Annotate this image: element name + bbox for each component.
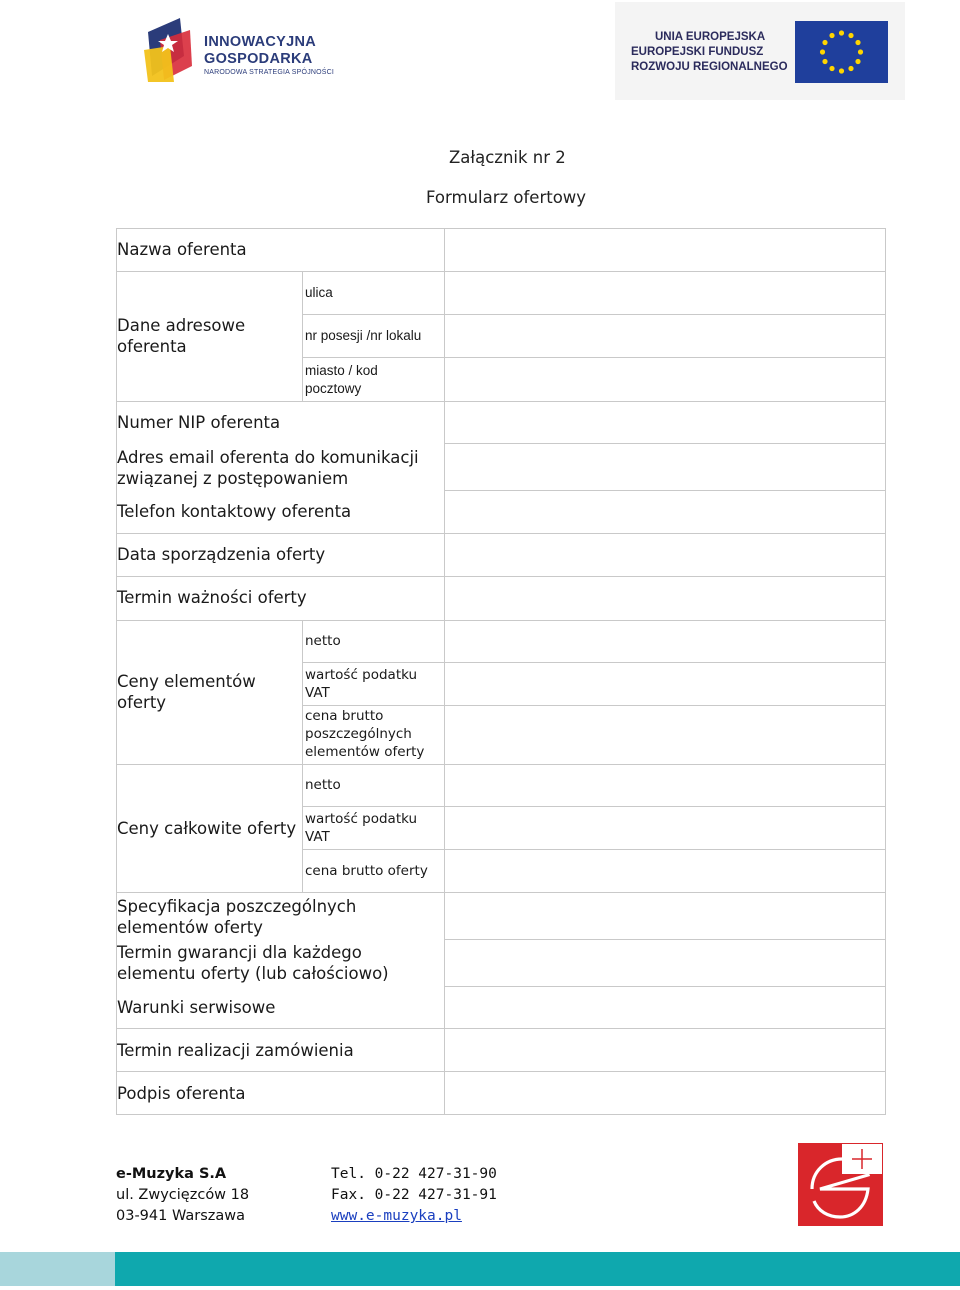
footer-fax: Fax. 0-22 427-31-91: [331, 1187, 497, 1203]
innovative-economy-emblem-icon: [140, 16, 196, 84]
label-delivery-term: Termin realizacji zamówienia: [117, 1041, 354, 1060]
logo-right-line3: ROZWOJU REGIONALNEGO: [631, 61, 788, 73]
value-total-vat[interactable]: [445, 807, 885, 849]
sublabel-element-vat-line2: VAT: [305, 685, 330, 701]
annex-number: Załącznik nr 2: [449, 148, 566, 167]
sublabel-element-net: netto: [305, 633, 341, 649]
footer-city: 03-941 Warszawa: [116, 1208, 246, 1224]
value-service-terms[interactable]: [445, 987, 885, 1028]
value-element-vat[interactable]: [445, 663, 885, 705]
sublabel-element-gross: [305, 707, 424, 761]
footer-website-link[interactable]: www.e-muzyka.pl: [331, 1208, 462, 1224]
value-delivery-term[interactable]: [445, 1029, 885, 1071]
label-warranty: [117, 942, 389, 984]
footer-company: e-Muzyka S.A: [116, 1166, 227, 1182]
value-bidder-name[interactable]: [445, 229, 885, 271]
table-border-bottom: [116, 1114, 886, 1115]
value-specification[interactable]: [445, 893, 885, 939]
value-total-gross[interactable]: [445, 850, 885, 892]
label-service-terms: Warunki serwisowe: [117, 998, 276, 1017]
sublabel-city-line1: miasto / kod: [305, 363, 378, 378]
label-address-line2: oferenta: [117, 337, 187, 356]
label-signature: Podpis oferenta: [117, 1084, 246, 1103]
value-phone[interactable]: [445, 491, 885, 533]
e-muzyka-logo: [798, 1143, 883, 1226]
footer-bar-teal: [115, 1252, 960, 1286]
value-warranty[interactable]: [445, 940, 885, 986]
label-warranty-line1: Termin gwarancji dla każdego: [117, 943, 362, 962]
label-address: [117, 315, 245, 357]
value-nip[interactable]: [445, 402, 885, 443]
label-bidder-name: Nazwa oferenta: [117, 240, 247, 259]
value-element-net[interactable]: [445, 621, 885, 662]
label-element-prices-line1: Ceny elementów: [117, 672, 256, 691]
value-city-postcode[interactable]: [445, 358, 885, 401]
logo-left-line2: GOSPODARKA: [204, 51, 313, 67]
sublabel-element-vat: [305, 666, 417, 702]
label-specification: [117, 896, 356, 938]
value-offer-date[interactable]: [445, 534, 885, 576]
label-specification-line1: Specyfikacja poszczególnych: [117, 897, 357, 916]
innovative-economy-logo: [140, 16, 370, 88]
sublabel-total-vat-line2: VAT: [305, 829, 330, 845]
label-offer-date: Data sporządzenia oferty: [117, 545, 326, 564]
sublabel-element-gross-line2: poszczególnych: [305, 726, 412, 742]
label-email-line2: związanej z postępowaniem: [117, 469, 349, 488]
footer-street: ul. Zwycięzców 18: [116, 1187, 250, 1203]
sublabel-element-gross-line3: elementów oferty: [305, 744, 425, 760]
total-prices-sublabel-divider: [302, 764, 303, 892]
sublabel-total-gross: cena brutto oferty: [305, 863, 428, 879]
value-total-net[interactable]: [445, 765, 885, 806]
sublabel-house-number: nr posesji /nr lokalu: [305, 328, 422, 343]
table-border-right: [885, 228, 886, 1115]
value-signature[interactable]: [445, 1072, 885, 1114]
logo-right-line2: EUROPEJSKI FUNDUSZ: [631, 46, 764, 58]
label-address-line1: Dane adresowe: [117, 316, 246, 335]
eu-flag-icon: [795, 21, 888, 83]
sublabel-element-gross-line1: cena brutto: [305, 708, 384, 724]
value-element-gross[interactable]: [445, 706, 885, 764]
value-email[interactable]: [445, 444, 885, 490]
sublabel-total-vat-line1: wartość podatku: [305, 811, 418, 827]
label-element-prices: [117, 671, 256, 713]
label-email: [117, 447, 419, 489]
label-warranty-line2: elementu oferty (lub całościowo): [117, 964, 389, 983]
label-element-prices-line2: oferty: [117, 693, 167, 712]
label-phone: Telefon kontaktowy oferenta: [117, 502, 352, 521]
logo-left-line1: INNOWACYJNA: [204, 34, 317, 50]
footer-phone: Tel. 0-22 427-31-90: [331, 1166, 497, 1182]
sublabel-element-vat-line1: wartość podatku: [305, 667, 418, 683]
address-sublabel-divider: [302, 271, 303, 401]
value-street[interactable]: [445, 272, 885, 314]
eu-fund-logo: [615, 2, 905, 100]
label-total-prices: Ceny całkowite oferty: [117, 819, 297, 838]
sublabel-street: ulica: [305, 285, 333, 300]
sublabel-city-line2: pocztowy: [305, 381, 362, 396]
label-offer-validity: Termin ważności oferty: [117, 588, 307, 607]
label-specification-line2: elementów oferty: [117, 918, 263, 937]
sublabel-total-vat: [305, 810, 417, 846]
label-nip: Numer NIP oferenta: [117, 413, 281, 432]
value-offer-validity[interactable]: [445, 577, 885, 620]
sublabel-total-net: netto: [305, 777, 341, 793]
logo-right-line1: UNIA EUROPEJSKA: [655, 31, 766, 43]
footer-bar-light: [0, 1252, 115, 1286]
logo-left-line3: NARODOWA STRATEGIA SPÓJNOŚCI: [204, 69, 335, 76]
form-title: Formularz ofertowy: [426, 188, 587, 207]
sublabel-city-postcode: [305, 362, 378, 398]
element-prices-sublabel-divider: [302, 620, 303, 764]
value-house-number[interactable]: [445, 315, 885, 357]
label-email-line1: Adres email oferenta do komunikacji: [117, 448, 419, 467]
